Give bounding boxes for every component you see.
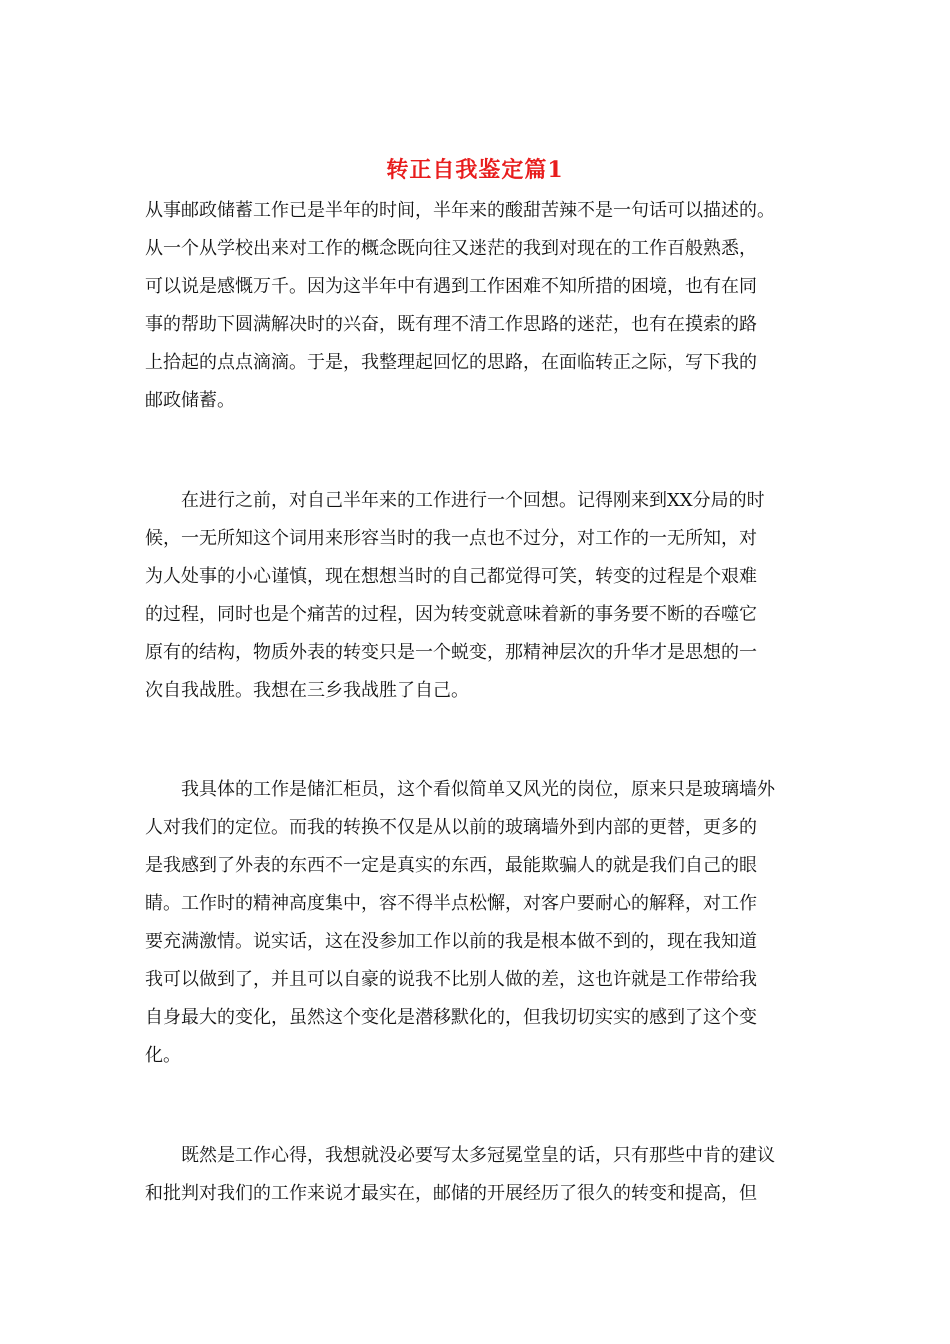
paragraph-3 <box>145 771 810 1075</box>
text-line: 自身最大的变化，虽然这个变化是潜移默化的，但我切切实实的感到了这个变 <box>145 1007 757 1028</box>
text-line: 上拾起的点点滴滴。于是，我整理起回忆的思路，在面临转正之际，写下我的 <box>145 352 757 373</box>
paragraph-1 <box>145 192 810 420</box>
text-line: 原有的结构，物质外表的转变只是一个蜕变，那精神层次的升华才是思想的一 <box>145 642 757 663</box>
text-line: 从事邮政储蓄工作已是半年的时间，半年来的酸甜苦辣不是一句话可以描述的。 <box>145 200 775 221</box>
text-line: 在进行之前，对自己半年来的工作进行一个回想。记得刚来到XX分局的时 <box>145 490 765 511</box>
text-line: 我具体的工作是储汇柜员，这个看似简单又风光的岗位，原来只是玻璃墙外 <box>145 779 775 800</box>
paragraph-2 <box>145 482 810 710</box>
text-line: 化。 <box>145 1045 181 1066</box>
text-line: 和批判对我们的工作来说才最实在，邮储的开展经历了很久的转变和提高，但 <box>145 1183 757 1204</box>
text-line: 是我感到了外表的东西不一定是真实的东西，最能欺骗人的就是我们自己的眼 <box>145 855 757 876</box>
text-line: 的过程，同时也是个痛苦的过程，因为转变就意味着新的事务要不断的吞噬它 <box>145 604 757 625</box>
text-line: 可以说是感慨万千。因为这半年中有遇到工作困难不知所措的困境，也有在同 <box>145 276 757 297</box>
document-title: 转正自我鉴定篇1 <box>386 157 564 183</box>
text-line: 邮政储蓄。 <box>145 390 235 411</box>
text-line: 事的帮助下圆满解决时的兴奋，既有理不清工作思路的迷茫，也有在摸索的路 <box>145 314 757 335</box>
text-line: 我可以做到了，并且可以自豪的说我不比别人做的差，这也许就是工作带给我 <box>145 969 757 990</box>
text-line: 要充满激情。说实话，这在没参加工作以前的我是根本做不到的，现在我知道 <box>145 931 757 952</box>
text-line: 候，一无所知这个词用来形容当时的我一点也不过分，对工作的一无所知，对 <box>145 528 757 549</box>
text-line: 睛。工作时的精神高度集中，容不得半点松懈，对客户要耐心的解释，对工作 <box>145 893 757 914</box>
text-line: 既然是工作心得，我想就没必要写太多冠冕堂皇的话，只有那些中肯的建议 <box>145 1145 775 1166</box>
text-line: 为人处事的小心谨慎，现在想想当时的自己都觉得可笑，转变的过程是个艰难 <box>145 566 757 587</box>
text-line: 从一个从学校出来对工作的概念既向往又迷茫的我到对现在的工作百般熟悉， <box>145 238 757 259</box>
text-line: 次自我战胜。我想在三乡我战胜了自己。 <box>145 680 469 701</box>
text-line: 人对我们的定位。而我的转换不仅是从以前的玻璃墙外到内部的更替，更多的 <box>145 817 757 838</box>
paragraph-4 <box>145 1137 810 1213</box>
